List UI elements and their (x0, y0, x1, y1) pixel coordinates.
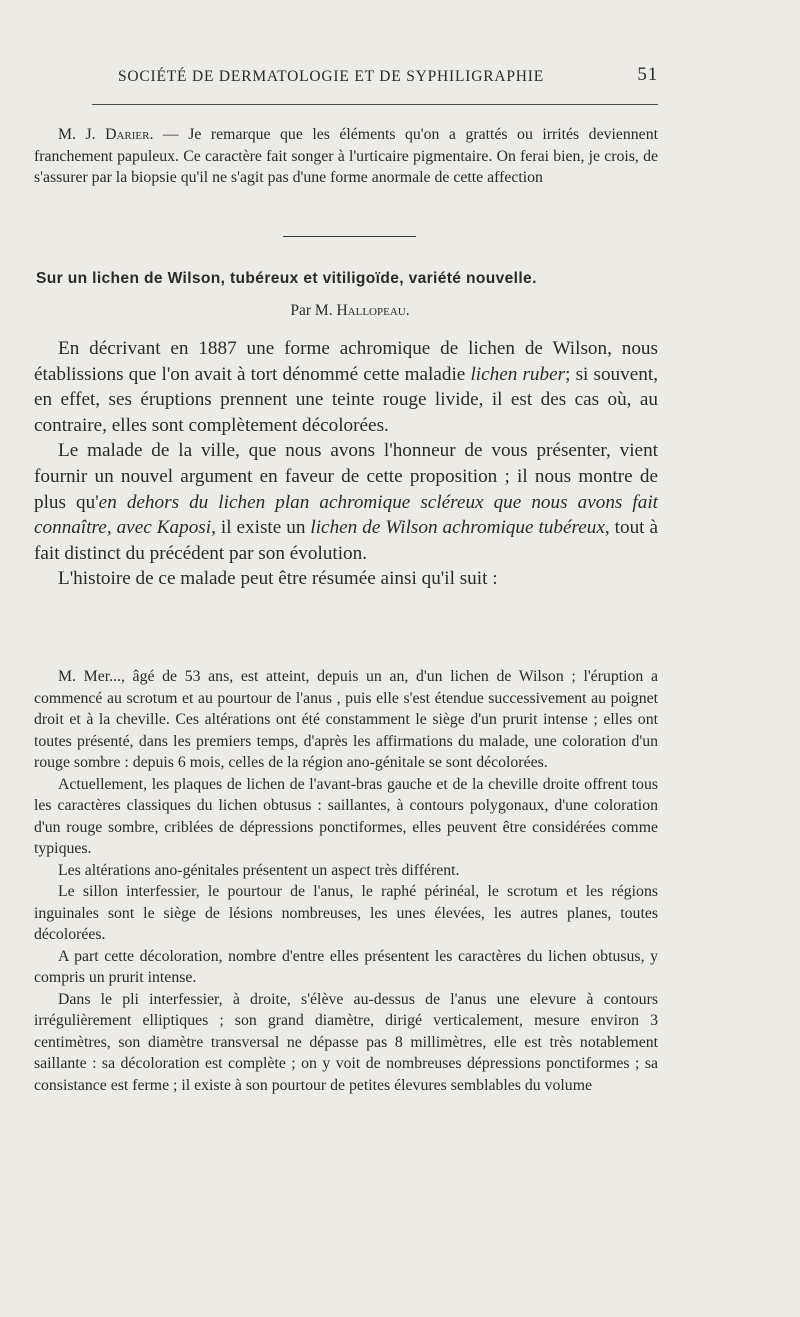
intervention-paragraph (34, 124, 658, 189)
main-p2-italic-2: lichen de Wilson achromique tubéreux, (310, 517, 610, 539)
intervention-text (34, 124, 658, 189)
observation-paragraph-1: M. Mer..., âgé de 53 ans, est atteint, depuis un an, d'un lichen de Wilson ; l'éruption a commencé au scrotum et au pourtour de l'anus , puis elle s'est étendue successivement au poignet droit et à la cheville. Ces altérations ont été constamment le siège d'un prurit intense ; elles ont toutes présenté, dans les premiers temps, d'après les affirmations du malade, une coloration d'un rouge sombre : depuis 6 mois, celles de la région ano-génitale se sont décolorées. (34, 668, 658, 771)
speaker-name: M. J. Darier. (58, 126, 154, 143)
main-paragraph-1 (34, 336, 658, 438)
main-p2-text-c: tout à fait distinct du précédent par son évolution. (34, 517, 658, 564)
byline-prefix: Par M. (290, 302, 337, 319)
main-p2-text-b: il existe un (215, 517, 311, 539)
observation-paragraph-3: Les altérations ano-génitales présentent un aspect très différent. (58, 861, 460, 879)
em-dash: — (153, 126, 189, 143)
main-p2-italic-1: en dehors du lichen plan achromique scléreux que nous avons fait connaître, avec Kaposi, (34, 491, 658, 539)
page-number: 51 (637, 64, 658, 85)
byline (0, 302, 700, 320)
observation-paragraph-5: A part cette décoloration, nombre d'entre elles présentent les caractères du lichen obtusus, y compris un prurit intense. (34, 947, 658, 986)
intervention-body: Je remarque que les éléments qu'on a grattés ou irrités deviennent franchement papuleux. Ce caractère fait songer à l'urticaire pigmentaire. On ferai bien, je crois, de s'assurer par la biopsie qu'il ne s'agit pas d'une forme anormale de cette affection (34, 126, 658, 186)
article-title: Sur un lichen de Wilson, tubéreux et vitiligoïde, variété nouvelle. (36, 270, 537, 287)
main-p1-italic: lichen ruber (470, 363, 566, 385)
main-text (34, 336, 658, 592)
main-p1-text-b: ; si souvent, en effet, ses éruptions prennent une teinte rouge livide, il est des cas où, au contraire, elles sont complètement décolorées. (34, 363, 658, 436)
observation-paragraph-2: Actuellement, les plaques de lichen de l'avant-bras gauche et de la cheville droite offrent tous les caractères classiques du lichen obtusus : saillantes, à contours polygonaux, d'une coloration d'un rouge sombre, criblées de dépressions ponctiformes, elles peuvent être considérées comme typiques. (34, 775, 658, 857)
observation-paragraph-6: Dans le pli interfessier, à droite, s'élève au-dessus de l'anus une elevure à contours irrégulièrement elliptiques ; son grand diamètre, dirigé verticalement, mesure environ 3 centimètres, son diamètre transversal ne dépasse pas 8 millimètres, elle est très notablement saillante : sa décoloration est complète ; on y voit de nombreuses dépressions ponctiformes ; sa consistance est ferme ; il existe à son pourtour de petites élevures semblables du volume (34, 990, 658, 1094)
main-p1-text-a: En décrivant en 1887 une forme achromique de lichen de Wilson, nous établissions que l'on avait à tort dénommé cette maladie (34, 338, 658, 385)
observation-text (34, 666, 658, 1096)
running-title: SOCIÉTÉ DE DERMATOLOGIE ET DE SYPHILIGRAPHIE (118, 68, 544, 85)
observation-paragraph-4: Le sillon interfessier, le pourtour de l'anus, le raphé périnéal, le scrotum et les régions inguinales sont le siège de lésions nombreuses, les unes élevées, les autres planes, toutes décolorées. (34, 883, 658, 943)
section-separator (283, 236, 416, 237)
main-paragraph-3: L'histoire de ce malade peut être résumée ainsi qu'il suit : (58, 568, 498, 590)
header-rule (92, 104, 658, 105)
byline-author: Hallopeau. (336, 302, 410, 319)
main-paragraph-2 (34, 438, 658, 566)
main-p2-text-a: Le malade de la ville, que nous avons l'honneur de vous présenter, vient fournir un nouvel argument en faveur de cette proposition ; il nous montre de plus qu' (34, 440, 658, 513)
